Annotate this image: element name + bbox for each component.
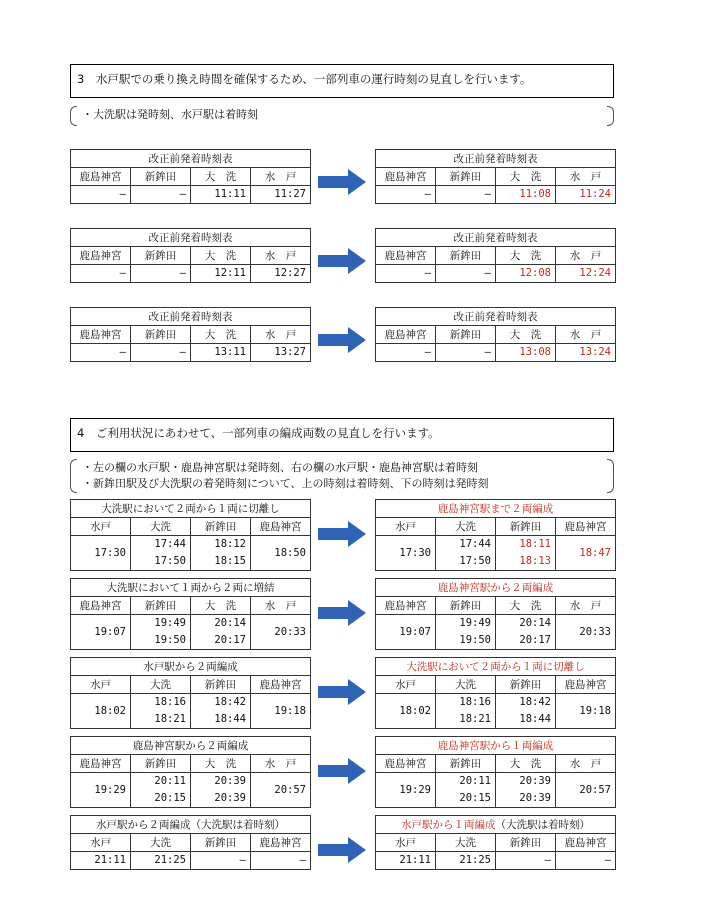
station-header: 新鉾田	[436, 755, 496, 773]
time-value: 18:42	[519, 696, 551, 708]
time-value: 21:25	[154, 854, 186, 866]
station-header: 鹿島神宮	[71, 247, 131, 265]
timetable	[70, 657, 311, 729]
time-cell	[376, 694, 436, 729]
time-value: 19:49	[154, 617, 186, 629]
caption-text: 改正前発着時刻表	[453, 311, 538, 323]
time-value: 20:11	[154, 775, 186, 787]
station-header: 鹿島神宮	[251, 834, 311, 852]
time-value: 17:44	[459, 538, 491, 550]
time-cell	[376, 344, 436, 362]
time-value: 17:50	[154, 555, 186, 567]
time-value: 20:33	[579, 626, 611, 638]
time-cell	[376, 265, 436, 283]
time-value: 11:27	[274, 188, 306, 200]
time-value: 19:29	[94, 784, 126, 796]
bracket-right	[607, 459, 614, 493]
time-cell	[436, 186, 496, 204]
station-header: 大洗	[436, 676, 496, 694]
time-value: 20:14	[519, 617, 551, 629]
station-header: 大 洗	[496, 168, 556, 186]
timetable	[375, 499, 616, 571]
right-arrow-icon	[318, 327, 366, 353]
station-header: 新鉾田	[496, 676, 556, 694]
time-cell	[71, 852, 131, 870]
time-cell	[496, 344, 556, 362]
station-header: 大洗	[131, 834, 191, 852]
time-cell	[191, 615, 251, 650]
time-cell	[251, 344, 311, 362]
time-value: 18:12	[214, 538, 246, 550]
right-arrow-icon	[318, 679, 366, 705]
time-cell	[436, 773, 496, 808]
section-3-heading	[70, 64, 614, 98]
time-value: 17:50	[459, 555, 491, 567]
section-3-heading-text: 3 水戸駅での乗り換え時間を確保するため、一部列車の運行時刻の見直しを行います。	[77, 72, 532, 86]
caption-text: 改正前発着時刻表	[148, 153, 233, 165]
time-cell	[191, 536, 251, 571]
time-value: 17:30	[399, 547, 431, 559]
time-value: 18:13	[519, 555, 551, 567]
time-value: 11:08	[519, 188, 551, 200]
time-value: —	[179, 267, 186, 279]
right-arrow-icon	[318, 600, 366, 626]
time-cell	[556, 615, 616, 650]
time-value: 17:30	[94, 547, 126, 559]
station-header: 鹿島神宮	[376, 168, 436, 186]
station-header: 大 洗	[191, 597, 251, 615]
time-cell	[436, 344, 496, 362]
time-cell	[131, 265, 191, 283]
timetable-caption	[376, 308, 616, 326]
time-value: 18:21	[459, 713, 491, 725]
time-cell	[71, 186, 131, 204]
time-cell	[556, 773, 616, 808]
caption-text: 鹿島神宮駅から２両編成	[132, 740, 249, 752]
caption-text: 改正前発着時刻表	[148, 311, 233, 323]
station-header: 新鉾田	[131, 326, 191, 344]
station-header: 水戸	[376, 676, 436, 694]
time-value: 18:42	[214, 696, 246, 708]
caption-text: 改正前発着時刻表	[453, 153, 538, 165]
time-cell	[436, 536, 496, 571]
caption-text: 改正前発着時刻表	[453, 232, 538, 244]
right-arrow-icon	[318, 837, 366, 863]
time-value: 21:11	[399, 854, 431, 866]
right-arrow-icon	[318, 248, 366, 274]
station-header: 新鉾田	[191, 676, 251, 694]
timetable-caption	[71, 816, 311, 834]
time-value: 18:16	[459, 696, 491, 708]
caption-text: 改正前発着時刻表	[148, 232, 233, 244]
caption-text: 水戸駅から２両編成	[143, 661, 238, 673]
time-value: 19:50	[459, 634, 491, 646]
station-header: 新鉾田	[131, 755, 191, 773]
time-value: 20:15	[154, 792, 186, 804]
time-cell	[191, 186, 251, 204]
timetable	[375, 815, 616, 870]
time-value: 19:18	[274, 705, 306, 717]
time-value: 20:39	[214, 792, 246, 804]
time-cell	[496, 773, 556, 808]
time-cell	[251, 536, 311, 571]
time-cell	[191, 265, 251, 283]
time-value: 18:44	[519, 713, 551, 725]
station-header: 鹿島神宮	[251, 518, 311, 536]
timetable-caption	[71, 500, 311, 518]
caption-text: 鹿島神宮駅から２両編成	[437, 582, 554, 594]
time-value: 20:17	[519, 634, 551, 646]
time-value: 12:08	[519, 267, 551, 279]
time-cell	[131, 536, 191, 571]
time-value: 20:11	[459, 775, 491, 787]
time-cell	[251, 265, 311, 283]
station-header: 鹿島神宮	[71, 168, 131, 186]
time-value: 18:47	[579, 547, 611, 559]
time-value: 19:07	[94, 626, 126, 638]
time-value: —	[119, 188, 126, 200]
time-cell	[251, 773, 311, 808]
time-value: 18:15	[214, 555, 246, 567]
time-cell	[71, 694, 131, 729]
station-header: 新鉾田	[496, 834, 556, 852]
time-cell	[71, 615, 131, 650]
time-value: 20:57	[579, 784, 611, 796]
station-header: 大洗	[436, 834, 496, 852]
time-value: 19:07	[399, 626, 431, 638]
time-cell	[251, 852, 311, 870]
station-header: 水 戸	[251, 326, 311, 344]
time-cell	[496, 265, 556, 283]
caption-text: 大洗駅において２両から１両に切離し	[101, 503, 280, 515]
station-header: 新鉾田	[131, 247, 191, 265]
timetable-caption	[376, 658, 616, 676]
station-header: 水 戸	[251, 168, 311, 186]
station-header: 鹿島神宮	[376, 247, 436, 265]
time-cell	[556, 344, 616, 362]
station-header: 新鉾田	[131, 597, 191, 615]
time-value: —	[299, 854, 306, 866]
time-cell	[556, 694, 616, 729]
timetable	[70, 149, 311, 204]
bracket-left	[70, 459, 77, 493]
station-header: 水 戸	[556, 247, 616, 265]
station-header: 新鉾田	[436, 168, 496, 186]
station-header: 鹿島神宮	[556, 676, 616, 694]
time-value: —	[484, 188, 491, 200]
right-arrow-icon	[318, 169, 366, 195]
time-value: 20:39	[519, 792, 551, 804]
time-cell	[556, 186, 616, 204]
section-4-heading-text: 4 ご利用状況にあわせて、一部列車の編成両数の見直しを行います。	[77, 426, 440, 440]
time-value: 12:11	[214, 267, 246, 279]
time-value: 13:08	[519, 346, 551, 358]
timetable	[70, 228, 311, 283]
time-cell	[496, 852, 556, 870]
note-line: ・大洗駅は発時刻、水戸駅は着時刻	[82, 108, 258, 121]
timetable-caption	[71, 229, 311, 247]
time-cell	[71, 265, 131, 283]
time-value: 19:18	[579, 705, 611, 717]
time-value: —	[604, 854, 611, 866]
timetable-caption	[71, 579, 311, 597]
time-value: 21:25	[459, 854, 491, 866]
station-header: 鹿島神宮	[71, 597, 131, 615]
station-header: 鹿島神宮	[251, 676, 311, 694]
time-value: —	[424, 267, 431, 279]
station-header: 大 洗	[191, 326, 251, 344]
time-cell	[376, 536, 436, 571]
time-cell	[496, 186, 556, 204]
time-value: 19:29	[399, 784, 431, 796]
caption-text: 大洗駅において１両から２両に増結	[106, 582, 275, 594]
time-value: 18:44	[214, 713, 246, 725]
time-cell	[191, 344, 251, 362]
timetable	[70, 499, 311, 571]
time-value: 20:15	[459, 792, 491, 804]
time-value: 12:27	[274, 267, 306, 279]
time-value: 18:50	[274, 547, 306, 559]
time-value: 18:02	[399, 705, 431, 717]
station-header: 大洗	[436, 518, 496, 536]
caption-text: 鹿島神宮駅から１両編成	[437, 740, 554, 752]
time-value: 21:11	[94, 854, 126, 866]
time-value: —	[239, 854, 246, 866]
station-header: 水戸	[71, 834, 131, 852]
station-header: 新鉾田	[436, 597, 496, 615]
note-line: ・左の欄の水戸駅・鹿島神宮駅は発時刻、右の欄の水戸駅・鹿島神宮駅は着時刻	[82, 461, 478, 474]
time-cell	[436, 694, 496, 729]
station-header: 新鉾田	[191, 518, 251, 536]
time-cell	[131, 615, 191, 650]
time-cell	[191, 773, 251, 808]
time-value: 11:24	[579, 188, 611, 200]
caption-highlight: 水戸駅から１両編成	[401, 819, 496, 831]
caption-text: 鹿島神宮駅まで２両編成	[437, 503, 554, 515]
time-cell	[556, 852, 616, 870]
time-cell	[556, 265, 616, 283]
timetable-caption	[376, 579, 616, 597]
station-header: 鹿島神宮	[71, 755, 131, 773]
time-value: 18:16	[154, 696, 186, 708]
timetable-caption	[376, 737, 616, 755]
station-header: 水戸	[376, 834, 436, 852]
timetable	[375, 307, 616, 362]
timetable-caption	[71, 150, 311, 168]
station-header: 新鉾田	[436, 247, 496, 265]
station-header: 大 洗	[496, 755, 556, 773]
time-value: 13:24	[579, 346, 611, 358]
section-4-note	[70, 459, 614, 493]
station-header: 鹿島神宮	[376, 755, 436, 773]
time-cell	[131, 773, 191, 808]
time-value: —	[119, 346, 126, 358]
station-header: 大 洗	[496, 597, 556, 615]
timetable	[375, 657, 616, 729]
station-header: 水戸	[71, 518, 131, 536]
time-cell	[131, 344, 191, 362]
time-value: 18:11	[519, 538, 551, 550]
station-header: 大洗	[131, 676, 191, 694]
time-cell	[251, 694, 311, 729]
time-cell	[376, 186, 436, 204]
time-value: 19:49	[459, 617, 491, 629]
caption-rest: （大洗駅は着時刻）	[495, 819, 590, 831]
station-header: 鹿島神宮	[71, 326, 131, 344]
time-value: 20:39	[214, 775, 246, 787]
station-header: 鹿島神宮	[556, 518, 616, 536]
timetable	[70, 815, 311, 870]
time-cell	[436, 852, 496, 870]
time-cell	[191, 852, 251, 870]
time-value: 17:44	[154, 538, 186, 550]
time-cell	[251, 186, 311, 204]
time-value: 19:50	[154, 634, 186, 646]
station-header: 大 洗	[496, 247, 556, 265]
right-arrow-icon	[318, 758, 366, 784]
station-header: 水 戸	[556, 597, 616, 615]
station-header: 大洗	[131, 518, 191, 536]
station-header: 大 洗	[496, 326, 556, 344]
time-cell	[191, 694, 251, 729]
time-value: 11:11	[214, 188, 246, 200]
station-header: 新鉾田	[496, 518, 556, 536]
time-cell	[496, 536, 556, 571]
time-value: 18:02	[94, 705, 126, 717]
station-header: 新鉾田	[436, 326, 496, 344]
time-cell	[71, 773, 131, 808]
bracket-left	[70, 106, 77, 126]
time-cell	[131, 694, 191, 729]
time-value: 20:33	[274, 626, 306, 638]
time-value: 20:57	[274, 784, 306, 796]
timetable	[375, 149, 616, 204]
time-cell	[376, 773, 436, 808]
timetable	[70, 736, 311, 808]
station-header: 水 戸	[251, 247, 311, 265]
station-header: 鹿島神宮	[556, 834, 616, 852]
time-value: 12:24	[579, 267, 611, 279]
timetable	[375, 578, 616, 650]
time-value: 13:11	[214, 346, 246, 358]
station-header: 水 戸	[556, 326, 616, 344]
time-value: 13:27	[274, 346, 306, 358]
station-header: 大 洗	[191, 247, 251, 265]
timetable	[375, 228, 616, 283]
time-value: —	[424, 188, 431, 200]
timetable-caption	[71, 737, 311, 755]
time-cell	[496, 615, 556, 650]
time-cell	[496, 694, 556, 729]
caption-text: 水戸駅から２両編成（大洗駅は着時刻）	[96, 819, 285, 831]
timetable	[375, 736, 616, 808]
time-cell	[71, 344, 131, 362]
station-header: 水 戸	[556, 755, 616, 773]
station-header: 大 洗	[191, 168, 251, 186]
station-header: 水 戸	[556, 168, 616, 186]
section-3-note	[70, 106, 614, 126]
bracket-right	[607, 106, 614, 126]
time-value: —	[424, 346, 431, 358]
station-header: 新鉾田	[191, 834, 251, 852]
time-cell	[436, 265, 496, 283]
time-value: —	[179, 346, 186, 358]
time-value: —	[119, 267, 126, 279]
timetable	[70, 578, 311, 650]
station-header: 鹿島神宮	[376, 326, 436, 344]
station-header: 水戸	[376, 518, 436, 536]
timetable-caption	[376, 229, 616, 247]
time-value: —	[484, 267, 491, 279]
station-header: 新鉾田	[131, 168, 191, 186]
time-cell	[376, 852, 436, 870]
station-header: 水 戸	[251, 755, 311, 773]
time-cell	[131, 852, 191, 870]
time-value: —	[484, 346, 491, 358]
timetable-caption	[376, 500, 616, 518]
right-arrow-icon	[318, 521, 366, 547]
timetable-caption	[376, 150, 616, 168]
station-header: 水戸	[71, 676, 131, 694]
timetable-caption	[71, 308, 311, 326]
time-value: —	[179, 188, 186, 200]
station-header: 鹿島神宮	[376, 597, 436, 615]
time-value: 18:21	[154, 713, 186, 725]
time-cell	[131, 186, 191, 204]
time-value: —	[544, 854, 551, 866]
time-value: 20:17	[214, 634, 246, 646]
section-4-heading	[70, 418, 614, 452]
time-cell	[376, 615, 436, 650]
time-cell	[556, 536, 616, 571]
time-value: 20:39	[519, 775, 551, 787]
time-cell	[436, 615, 496, 650]
station-header: 水 戸	[251, 597, 311, 615]
note-line: ・新鉾田駅及び大洗駅の着発時刻について、上の時刻は着時刻、下の時刻は発時刻	[82, 477, 489, 490]
timetable-caption	[376, 816, 616, 834]
timetable	[70, 307, 311, 362]
time-value: 20:14	[214, 617, 246, 629]
caption-text: 大洗駅において２両から１両に切離し	[406, 661, 585, 673]
station-header: 大 洗	[191, 755, 251, 773]
time-cell	[251, 615, 311, 650]
time-cell	[71, 536, 131, 571]
timetable-caption	[71, 658, 311, 676]
